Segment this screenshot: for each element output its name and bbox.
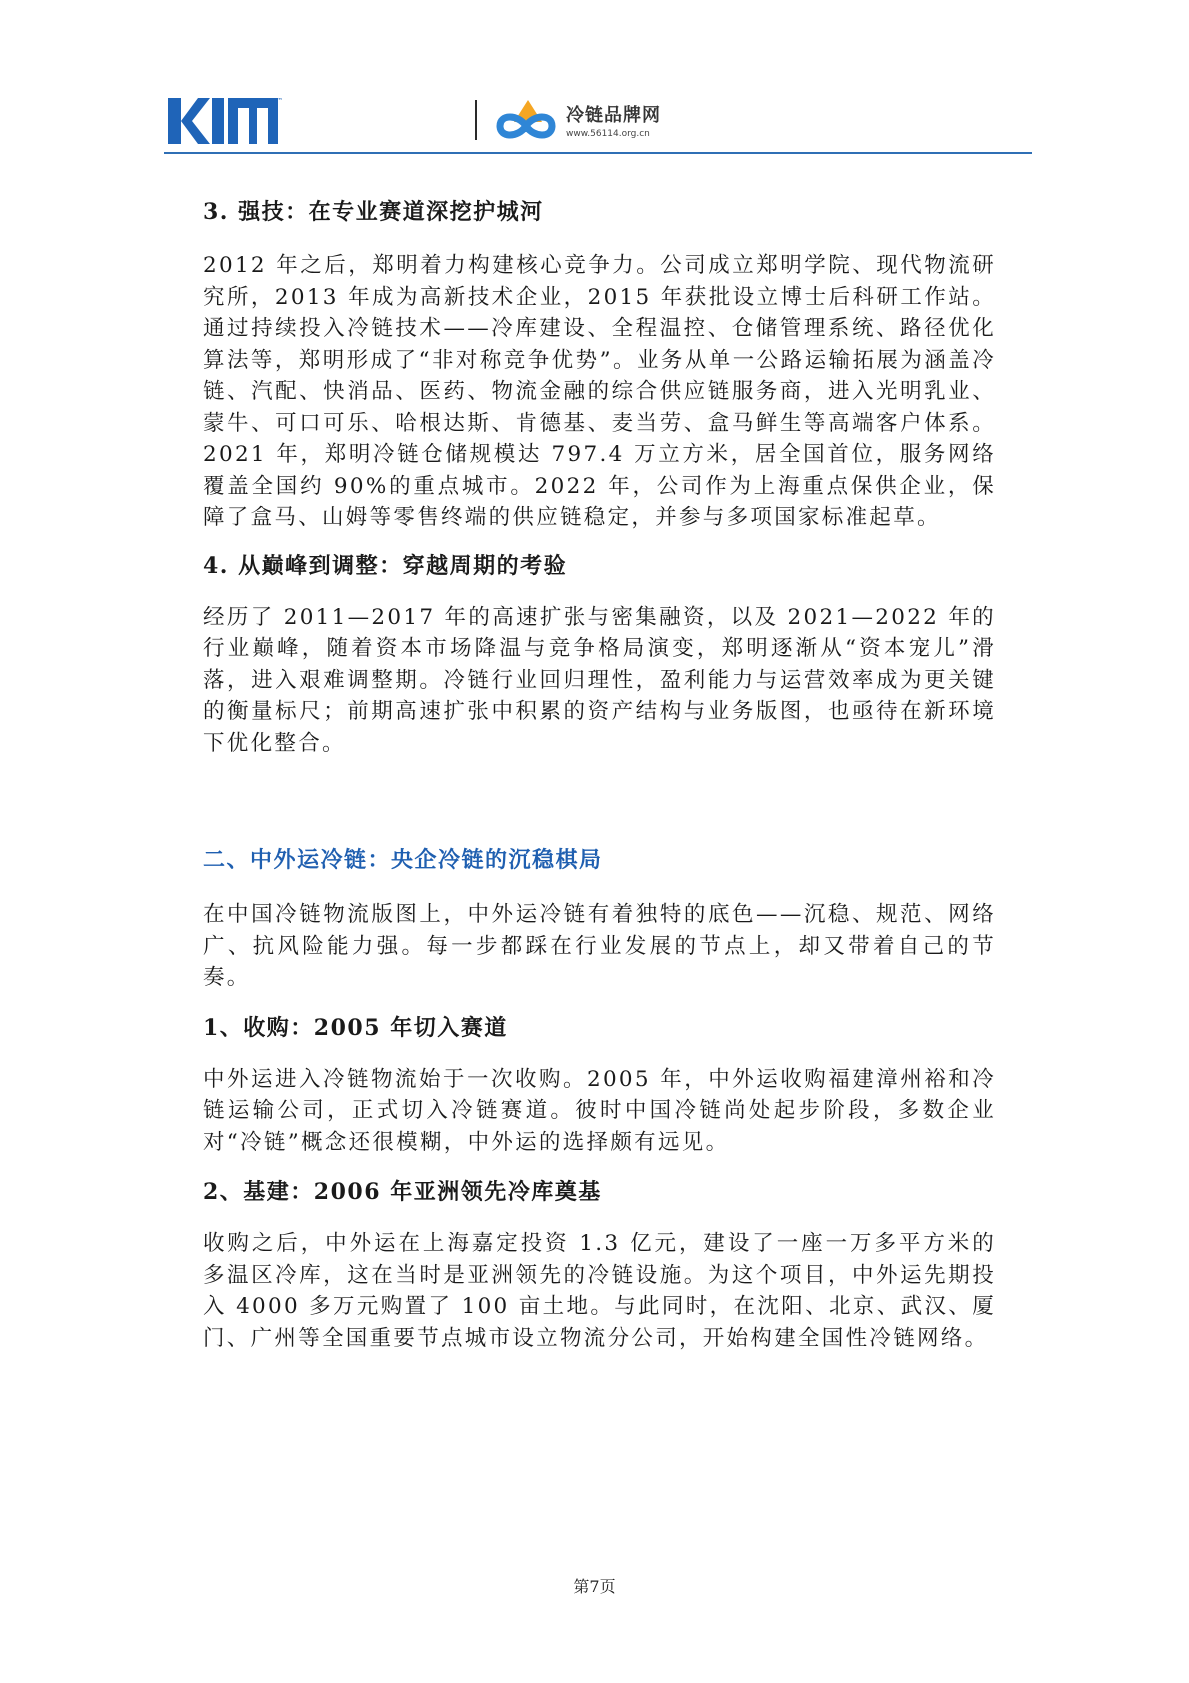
section-heading-4: 4. 从巅峰到调整：穿越周期的考验 xyxy=(203,552,568,579)
chapter-title: 二、中外运冷链：央企冷链的沉稳棋局 xyxy=(203,847,603,873)
page-number: 第7页 xyxy=(573,1577,616,1596)
brand-text xyxy=(566,106,661,140)
brand-infinity-icon xyxy=(490,92,562,146)
header-rule xyxy=(164,152,1032,154)
item-heading-2: 2、基建：2006 年亚洲领先冷库奠基 xyxy=(203,1179,602,1205)
section-paragraph-4: 经历了 2011—2017 年的高速扩张与密集融资，以及 2021—2022 年的行业巅峰，随着资本市场降温与竞争格局演变，郑明逐渐从“资本宠儿”滑落，进入艰难调整期。冷链行业回归理性，盈利能力与运营效率成为更关键的衡量标尺；前期高速扩张中积累的资产结构与业务版图，也亟待在新环境下优化整合。 xyxy=(203,604,996,756)
section-paragraph-3: 2012 年之后，郑明着力构建核心竞争力。公司成立郑明学院、现代物流研究所，2013 年成为高新技术企业，2015 年获批设立博士后科研工作站。通过持续投入冷链技术——冷库建设、全程温控、仓储管理系统、路径优化算法等，郑明形成了“非对称竞争优势”。业务从单一公路运输拓展为涵盖冷链、汽配、快消品、医药、物流金融的综合供应链服务商，进入光明乳业、蒙牛、可口可乐、哈根达斯、肯德基、麦当劳、盒马鲜生等高端客户体系。2021 年，郑明冷链仓储规模达 797.4 万立方米，居全国首位，服务网络覆盖全国约 90%的重点城市。2022 年，公司作为上海重点保供企业，保障了盒马、山姆等零售终端的供应链稳定，并参与多项国家标准起草。 xyxy=(203,253,996,530)
item-paragraph-1: 中外运进入冷链物流始于一次收购。2005 年，中外运收购福建漳州裕和冷链运输公司，正式切入冷链赛道。彼时中国冷链尚处起步阶段，多数企业对“冷链”概念还很模糊，中外运的选择颇有远见。 xyxy=(203,1066,996,1155)
logo-divider xyxy=(475,100,477,140)
chapter-intro: 在中国冷链物流版图上，中外运冷链有着独特的底色——沉稳、规范、网络广、抗风险能力强。每一步都踩在行业发展的节点上，却又带着自己的节奏。 xyxy=(203,902,996,990)
item-paragraph-2: 收购之后，中外运在上海嘉定投资 1.3 亿元，建设了一座一万多平方米的多温区冷库，这在当时是亚洲领先的冷链设施。为这个项目，中外运先期投入 4000 多万元购置了 100 亩土地。与此同时，在沈阳、北京、武汉、厦门、广州等全国重要节点城市设立物流分公司，开始构建全国性冷链网络。 xyxy=(203,1231,996,1351)
trademark-mark: ™ xyxy=(276,97,283,105)
item-heading-1: 1、收购：2005 年切入赛道 xyxy=(203,1014,508,1041)
brand-name: 冷链品牌网 xyxy=(566,105,661,126)
page-header xyxy=(164,88,1032,152)
document-body xyxy=(203,196,996,1354)
section-heading-3: 3. 强技：在专业赛道深挖护城河 xyxy=(203,199,544,225)
brand-url: www.56114.org.cn xyxy=(566,129,650,139)
klm-logo xyxy=(168,94,288,148)
